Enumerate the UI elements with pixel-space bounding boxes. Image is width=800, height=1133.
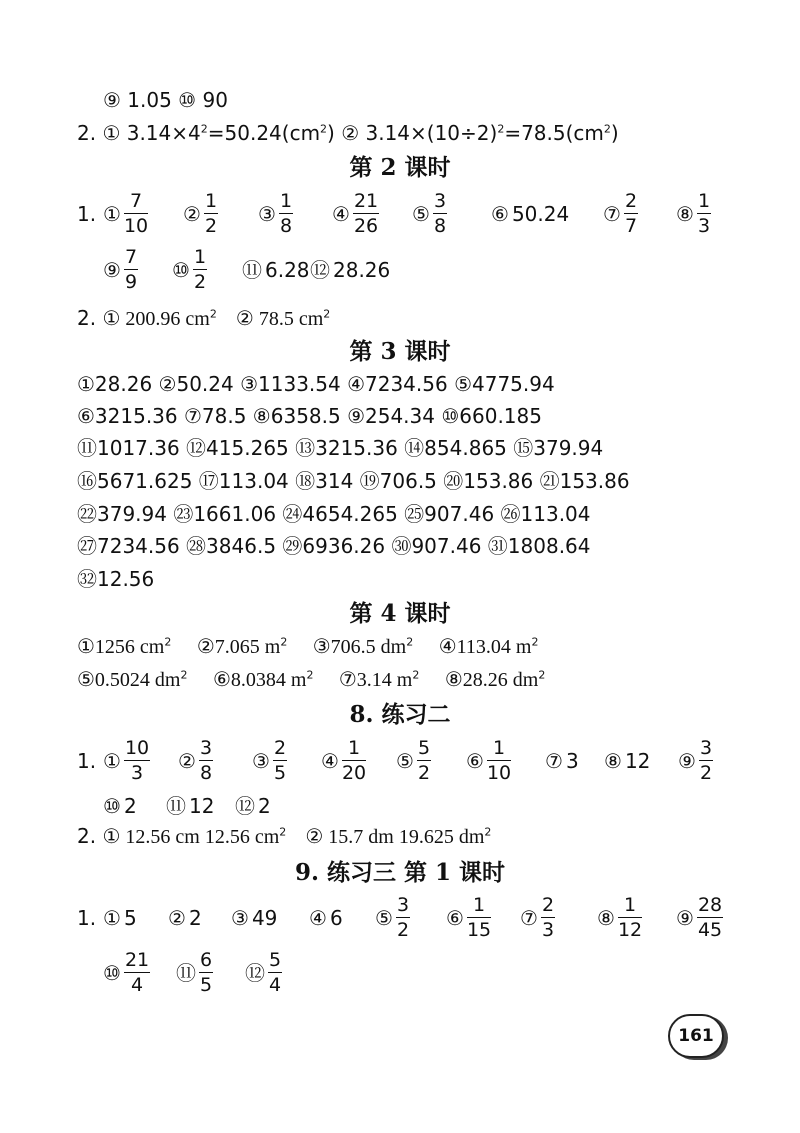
answer-item [258, 192, 293, 236]
answer-line: 2. ① 12.56 cm 12.56 $cm^2$ ② 15.7 dm 19.625 $dm^2$ [77, 824, 492, 848]
denominator: 2 [417, 762, 431, 784]
answer-row: ⑥3215.36 ⑦78.5 ⑧6358.5 ⑨254.34 ⑩660.185 [77, 404, 542, 428]
item-value: 2 [123, 794, 137, 818]
answer-item [103, 248, 138, 292]
answer-item [678, 739, 713, 783]
denominator: 8 [433, 215, 447, 237]
item-marker: ③ [252, 749, 270, 773]
page-number: 161 [678, 1026, 714, 1046]
item-marker: ⑥ [466, 749, 484, 773]
numerator: 3 [699, 737, 713, 759]
denominator: 5 [200, 974, 213, 996]
answer-line: ⑨ 1.05 ⑩ 90 [103, 88, 228, 112]
denominator: 8 [279, 215, 293, 237]
answer-item [103, 739, 150, 783]
fraction [467, 896, 491, 940]
item-marker: ③ [258, 202, 276, 226]
item-marker: ⑪ [176, 961, 196, 985]
fraction [618, 896, 642, 940]
answer-item [103, 192, 148, 236]
item-marker: ⑫ [245, 961, 265, 985]
fraction [699, 739, 713, 783]
denominator: 3 [130, 762, 144, 784]
fraction [697, 896, 723, 940]
fraction [124, 739, 150, 783]
section-title: 第 3 课时 [349, 338, 451, 365]
item-value: 2 [258, 794, 271, 818]
fraction [268, 951, 282, 995]
answer-item [676, 192, 711, 236]
numerator: 2 [541, 894, 555, 916]
answer-item [166, 796, 214, 816]
fraction [697, 192, 711, 236]
answer-item [310, 260, 390, 280]
item-value: 28.26 [333, 258, 391, 282]
answer-item [252, 739, 287, 783]
answer-item [103, 908, 137, 928]
section-title: 8. 练习二 [349, 701, 451, 728]
answer-item [603, 192, 638, 236]
item-marker: ⑤ [375, 906, 393, 930]
item-marker: ① [103, 749, 121, 773]
fraction [396, 896, 410, 940]
section-title: 第 4 课时 [349, 600, 451, 627]
item-value: 2 [188, 906, 202, 930]
numerator: 5 [417, 737, 431, 759]
numerator: 28 [697, 894, 723, 916]
item-value: 12 [189, 794, 215, 818]
numerator: 1 [697, 190, 711, 212]
answer-item [396, 739, 431, 783]
numerator: 1 [492, 737, 506, 759]
item-marker: ⑤ [396, 749, 414, 773]
answer-row: ⑤0.5024 $dm^2$ ⑥8.0384 $m^2$ ⑦3.14 $m^2$ ⑧28.26 $dm^2$ [77, 668, 546, 691]
fraction [417, 739, 431, 783]
denominator: 3 [541, 919, 555, 941]
answer-item [242, 260, 310, 280]
item-marker: ⑩ [103, 794, 121, 818]
numerator: 1 [623, 894, 637, 916]
denominator: 8 [199, 762, 213, 784]
answer-item [412, 192, 447, 236]
item-marker: ⑫ [235, 794, 255, 818]
denominator: 20 [341, 762, 367, 784]
numerator: 6 [200, 949, 213, 971]
denominator: 2 [396, 919, 410, 941]
item-value: 6.28 [265, 258, 310, 282]
numerator: 7 [129, 190, 143, 212]
denominator: 4 [130, 974, 144, 996]
answer-row: ⑪1017.36 ⑫415.265 ⑬3215.36 ⑭854.865 ⑮379.94 [77, 436, 604, 460]
numerator: 10 [124, 737, 150, 759]
fraction [433, 192, 447, 236]
answer-item [103, 796, 137, 816]
numerator: 1 [204, 190, 218, 212]
answer-item [231, 908, 277, 928]
answer-row: ㉗7234.56 ㉘3846.5 ㉙6936.26 ㉚907.46 ㉛1808.64 [77, 534, 591, 558]
question-label: 1. [77, 749, 97, 773]
answer-item [183, 192, 218, 236]
answer-item [245, 951, 282, 995]
item-marker: ⑫ [310, 258, 330, 282]
item-value: 3 [565, 749, 579, 773]
fraction [353, 192, 379, 236]
denominator: 2 [193, 271, 207, 293]
answer-item [332, 192, 379, 236]
item-marker: ④ [332, 202, 350, 226]
answer-row: ㉒379.94 ㉓1661.06 ㉔4654.265 ㉕907.46 ㉖113.04 [77, 502, 591, 526]
answer-item [168, 908, 202, 928]
item-value: 6 [329, 906, 343, 930]
numerator: 21 [124, 949, 150, 971]
question-label: 1. [77, 202, 97, 226]
item-marker: ④ [321, 749, 339, 773]
numerator: 3 [396, 894, 410, 916]
numerator: 21 [353, 190, 379, 212]
answer-item [235, 796, 271, 816]
numerator: 3 [199, 737, 213, 759]
page-number-badge [668, 1014, 724, 1058]
denominator: 3 [697, 215, 711, 237]
fraction [279, 192, 293, 236]
item-marker: ⑧ [597, 906, 615, 930]
item-marker: ⑩ [103, 961, 121, 985]
denominator: 26 [353, 215, 379, 237]
fraction [204, 192, 218, 236]
answer-item [375, 896, 410, 940]
denominator: 10 [486, 762, 512, 784]
numerator: 2 [273, 737, 287, 759]
item-marker: ⑤ [412, 202, 430, 226]
fraction [342, 739, 366, 783]
answer-item [446, 896, 491, 940]
denominator: 4 [269, 974, 282, 996]
answer-item [466, 739, 511, 783]
numerator: 1 [279, 190, 293, 212]
fraction [193, 248, 207, 292]
item-value: 12 [624, 749, 651, 773]
item-marker: ① [103, 202, 121, 226]
answer-item [676, 896, 723, 940]
fraction [124, 192, 148, 236]
fraction [124, 248, 138, 292]
item-marker: ⑪ [242, 258, 262, 282]
item-value: 50.24 [511, 202, 570, 226]
numerator: 3 [433, 190, 447, 212]
item-marker: ② [178, 749, 196, 773]
fraction [487, 739, 511, 783]
item-marker: ⑨ [676, 906, 694, 930]
item-marker: ④ [309, 906, 327, 930]
question-label: 1. [77, 906, 97, 930]
item-marker: ⑪ [166, 794, 186, 818]
numerator: 5 [269, 949, 282, 971]
answer-item [172, 248, 207, 292]
answer-row: ⑯5671.625 ⑰113.04 ⑱314 ⑲706.5 ⑳153.86 ㉑153.86 [77, 469, 630, 493]
answer-item [309, 908, 343, 928]
denominator: 45 [697, 919, 723, 941]
answer-line: 2. ① 200.96 $cm^2$ ② 78.5 $cm^2$ [77, 306, 331, 330]
item-marker: ③ [231, 906, 249, 930]
item-marker: ② [183, 202, 201, 226]
denominator: 5 [273, 762, 287, 784]
fraction [541, 896, 555, 940]
denominator: 9 [124, 271, 138, 293]
answer-item [604, 751, 650, 771]
item-marker: ⑧ [676, 202, 694, 226]
numerator: 2 [624, 190, 638, 212]
item-marker: ⑨ [678, 749, 696, 773]
answer-item [491, 204, 569, 224]
denominator: 12 [617, 919, 643, 941]
denominator: 2 [204, 215, 218, 237]
fraction [624, 192, 638, 236]
answer-row: ①28.26 ②50.24 ③1133.54 ④7234.56 ⑤4775.94 [77, 372, 555, 396]
answer-item [176, 951, 213, 995]
item-marker: ⑥ [446, 906, 464, 930]
answer-row: ①1256 $cm^2$ ②7.065 $m^2$ ③706.5 $dm^2$ ④113.04 $m^2$ [77, 635, 539, 658]
fraction [199, 739, 213, 783]
numerator: 1 [347, 737, 361, 759]
fraction [124, 951, 150, 995]
denominator: 10 [123, 215, 149, 237]
item-marker: ⑦ [545, 749, 563, 773]
item-marker: ⑩ [172, 258, 190, 282]
denominator: 15 [466, 919, 492, 941]
item-marker: ① [103, 906, 121, 930]
section-title: 9. 练习三 第 1 课时 [294, 859, 506, 886]
item-marker: ⑨ [103, 258, 121, 282]
answer-item [597, 896, 642, 940]
answer-line: 2. ① $3.14\times 4^2=50.24(cm^2)$ ② $3.14\times(10\div 2)^2=78.5(cm^2)$ [77, 121, 619, 145]
numerator: 1 [472, 894, 486, 916]
item-marker: ⑧ [604, 749, 622, 773]
answer-item [545, 751, 579, 771]
denominator: 2 [699, 762, 713, 784]
item-value: 5 [123, 906, 137, 930]
denominator: 7 [624, 215, 638, 237]
answer-item [321, 739, 366, 783]
item-value: 49 [251, 906, 278, 930]
answer-item [520, 896, 555, 940]
fraction [273, 739, 287, 783]
numerator: 7 [124, 246, 138, 268]
item-marker: ⑥ [491, 202, 509, 226]
fraction [199, 951, 213, 995]
section-title: 第 2 课时 [349, 154, 451, 181]
numerator: 1 [193, 246, 207, 268]
item-marker: ⑦ [520, 906, 538, 930]
answer-row: ㉜12.56 [77, 567, 155, 591]
answer-item [178, 739, 213, 783]
item-marker: ⑦ [603, 202, 621, 226]
item-marker: ② [168, 906, 186, 930]
answer-item [103, 951, 150, 995]
